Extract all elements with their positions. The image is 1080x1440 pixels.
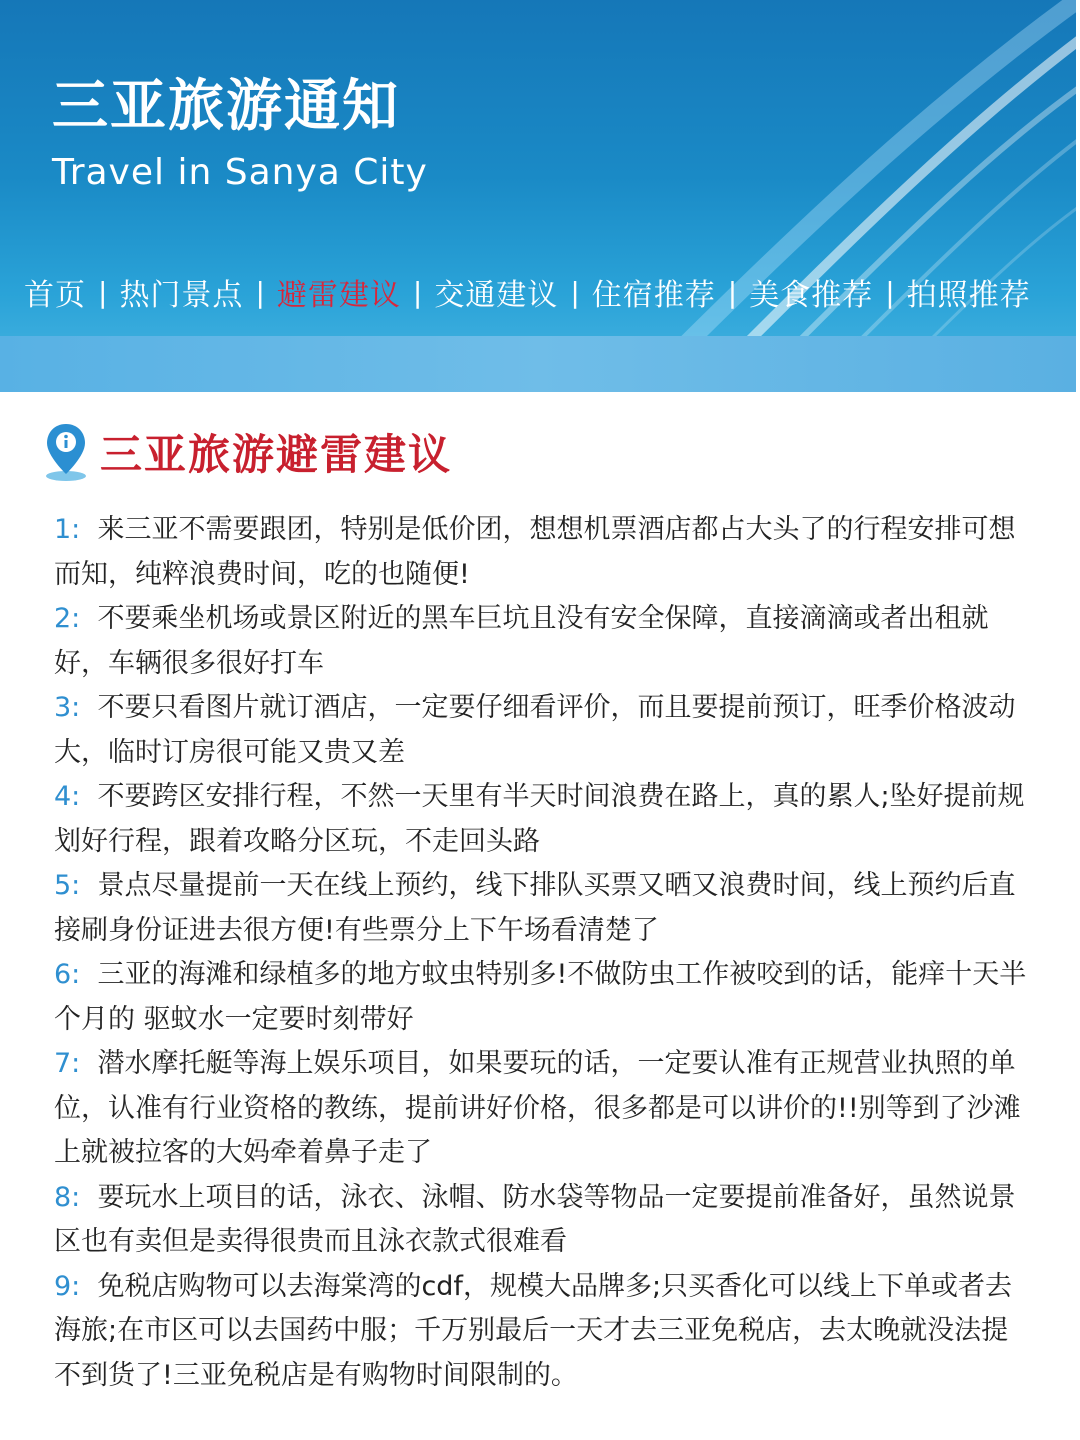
nav-item-home[interactable]: 首页 [24,278,86,313]
page-title: 三亚旅游通知 [52,74,400,139]
section-title: 三亚旅游避雷建议 [100,430,453,479]
tip-number: 2: [54,603,81,634]
list-item [54,775,1034,864]
list-item [54,686,1034,775]
nav-item-pitfall-tips[interactable]: 避雷建议 [276,278,401,313]
tip-number: 5: [54,870,81,901]
nav-item-attractions[interactable]: 热门景点 [119,278,244,313]
nav-separator: | [255,275,265,309]
tip-text: 不要跨区安排行程，不然一天里有半天时间浪费在路上，真的累人;坠好提前规划好行程，跟着攻略分区玩，不走回头路 [54,781,1025,857]
tip-text: 来三亚不需要跟团，特别是低价团，想想机票酒店都占大头了的行程安排可想而知，纯粹浪费时间，吃的也随便! [54,514,1016,590]
nav-bar [24,270,1064,314]
tip-text: 不要乘坐机场或景区附近的黑车巨坑且没有安全保障，直接滴滴或者出租就好，车辆很多很好打车 [54,603,989,679]
nav-item-transport[interactable]: 交通建议 [434,278,559,313]
tip-text: 潜水摩托艇等海上娱乐项目，如果要玩的话，一定要认准有正规营业执照的单位，认准有行业资格的教练，提前讲好价格，很多都是可以讲价的!!别等到了沙滩上就被拉客的大妈牵着鼻子走了 [54,1048,1021,1168]
list-item [54,508,1034,597]
list-item [54,597,1034,686]
tip-text: 要玩水上项目的话，泳衣、泳帽、防水袋等物品一定要提前准备好，虽然说景区也有卖但是卖得很贵而且泳衣款式很难看 [54,1181,1016,1257]
list-item [54,1042,1034,1176]
tip-text: 免税店购物可以去海棠湾的cdf，规模大品牌多;只买香化可以线上下单或者去海旅;在市区可以去国药中服；千万别最后一天才去三亚免税店，去太晚就没法提不到货了!三亚免税店是有购物时间限制的。 [54,1270,1013,1391]
tip-number: 8: [54,1181,81,1213]
nav-separator: | [727,275,738,309]
tip-number: 7: [54,1048,81,1079]
header-banner [0,0,1080,392]
tip-text: 三亚的海滩和绿植多的地方蚊虫特别多!不做防虫工作被咬到的话，能痒十天半个月的 驱蚊水一定要时刻带好 [54,959,1027,1035]
list-item [54,864,1034,953]
nav-item-food[interactable]: 美食推荐 [749,278,874,313]
tip-text: 景点尽量提前一天在线上预约，线下排队买票又晒又浪费时间，线上预约后直接刷身份证进去很方便!有些票分上下午场看清楚了 [54,870,1016,946]
tip-number: 9: [54,1270,81,1302]
tip-number: 6: [54,959,81,990]
header-edge [1076,0,1080,392]
nav-separator: | [98,275,108,309]
tip-number: 4: [54,781,81,812]
wave-decoration [600,0,1080,370]
nav-item-photo[interactable]: 拍照推荐 [906,278,1031,313]
tips-list [54,508,1034,1398]
tip-number: 3: [54,692,81,723]
nav-separator: | [412,275,423,309]
nav-separator: | [570,275,580,309]
section-heading [44,420,452,484]
list-item [54,1176,1034,1265]
location-pin-icon [44,422,88,482]
tip-number: 1: [54,514,81,545]
nav-separator: | [885,275,895,309]
list-item [54,1265,1034,1399]
tip-text: 不要只看图片就订酒店，一定要仔细看评价，而且要提前预订，旺季价格波动大，临时订房很可能又贵又差 [54,692,1016,768]
list-item [54,953,1034,1042]
header-band [0,336,1080,392]
nav-item-lodging[interactable]: 住宿推荐 [591,278,716,313]
page-subtitle: Travel in Sanya City [52,152,428,193]
